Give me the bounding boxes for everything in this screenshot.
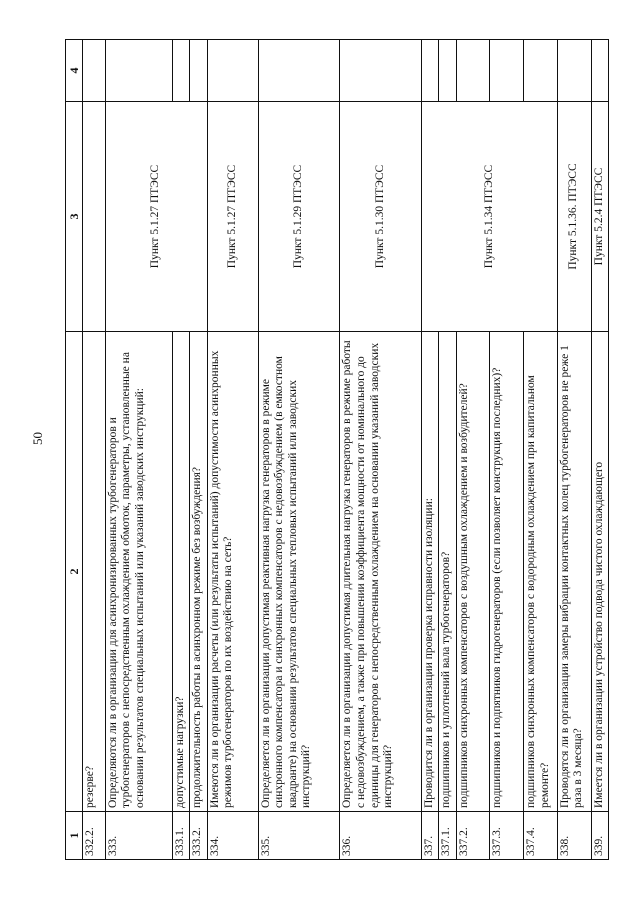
question-text: Проводятся ли в организации замеры вибрации контактных колец турбогенераторов не реже 1 раза в 3 месяца?: [557, 332, 591, 812]
question-text: Определяется ли в организации допустимая длительная нагрузка генераторов в режиме работы с недовозбуждением, а также при повышении коэффициента мощности от номинального до единицы для генераторов с непосредственным охлаждением на основании указаний заводских инструкций?: [340, 332, 422, 812]
item-number: 333.: [105, 812, 172, 860]
regulation-reference: Пункт 5.1.27 ПТЭСС: [105, 102, 207, 332]
question-text: Определяется ли в организации допустимая реактивная нагрузка генераторов в режиме синхронного компенсатора и синхронных компенсаторов с недовозбуждением (в емкостном квадранте) на основании результатов специальных тепловых испытаний или заводских инструкций?: [258, 332, 340, 812]
question-text: допустимые нагрузки?: [172, 332, 189, 812]
notes-cell: [456, 40, 490, 102]
header-col-2: 2: [66, 332, 83, 812]
table-row: [340, 40, 422, 860]
regulation-reference: Пункт 5.1.30 ПТЭСС: [340, 102, 422, 332]
table-row: [83, 40, 105, 860]
item-number: 332.2.: [83, 812, 105, 860]
regulation-reference: Пункт 5.1.27 ПТЭСС: [207, 102, 258, 332]
notes-cell: [490, 40, 524, 102]
notes-cell: [439, 40, 456, 102]
notes-cell: [557, 40, 591, 102]
table-row: [105, 40, 172, 860]
notes-cell: [83, 40, 105, 102]
question-text: подшипников и подпятников гидрогенераторов (если позволяет конструкция последних)?: [490, 332, 524, 812]
question-text: подшипников синхронных компенсаторов с водородным охлаждением при капитальном ремонте?: [524, 332, 558, 812]
item-number: 333.1.: [172, 812, 189, 860]
item-number: 333.2.: [190, 812, 207, 860]
item-number: 337.2.: [456, 812, 490, 860]
notes-cell: [105, 40, 172, 102]
notes-cell: [172, 40, 189, 102]
notes-cell: [591, 40, 609, 102]
checklist-table: [65, 39, 609, 860]
notes-cell: [258, 40, 340, 102]
regulation-reference: [524, 40, 558, 102]
item-number: 334.: [207, 812, 258, 860]
item-number: 339.: [591, 812, 609, 860]
notes-cell: [190, 40, 207, 102]
regulation-reference: Пункт 5.1.29 ПТЭСС: [258, 102, 340, 332]
regulation-reference: Пункт 5.1.34 ПТЭСС: [422, 102, 558, 332]
table-row: [207, 40, 258, 860]
question-text: Определяются ли в организации для асинхронизированных турбогенераторов и турбогенераторов с непосредственным охлаждением обмоток, параметры, установленные на основании результатов специальных испытаний или указаний заводских инструкций:: [105, 332, 172, 812]
notes-cell: [340, 40, 422, 102]
item-number: 337.3.: [490, 812, 524, 860]
item-number: 337.1.: [439, 812, 456, 860]
regulation-reference: Пункт 5.1.36. ПТЭСС: [557, 102, 591, 332]
table-row: [591, 40, 609, 860]
item-number: 336.: [340, 812, 422, 860]
header-row: [66, 40, 83, 860]
header-col-4: 4: [66, 40, 83, 102]
item-number: 335.: [258, 812, 340, 860]
table-row: [258, 40, 340, 860]
question-text: подшипников синхронных компенсаторов с воздушным охлаждением и возбудителей?: [456, 332, 490, 812]
item-number: 337.: [422, 812, 439, 860]
notes-cell: [422, 40, 439, 102]
notes-cell: [207, 40, 258, 102]
question-text: Имеется ли в организации устройство подвода чистого охлаждающего: [591, 332, 609, 812]
rotated-table-container: [65, 40, 609, 860]
page-number: 50: [30, 432, 45, 445]
regulation-reference: Пункт 5.2.4 ПТЭСС: [591, 102, 609, 332]
header-col-3: 3: [66, 102, 83, 332]
question-text: подшипников и уплотнений вала турбогенераторов?: [439, 332, 456, 812]
header-col-1: 1: [66, 812, 83, 860]
table-row: [422, 40, 439, 860]
table-row: [557, 40, 591, 860]
item-number: 338.: [557, 812, 591, 860]
item-number: 337.4.: [524, 812, 558, 860]
question-text: Имеются ли в организации расчеты (или результаты испытаний) допустимости асинхронных режимов турбогенераторов по их воздействию на сеть?: [207, 332, 258, 812]
question-text: продолжительность работы в асинхронном режиме без возбуждения?: [190, 332, 207, 812]
regulation-reference: [83, 102, 105, 332]
question-text: Проводится ли в организации проверка исправности изоляции:: [422, 332, 439, 812]
question-text: резерве?: [83, 332, 105, 812]
